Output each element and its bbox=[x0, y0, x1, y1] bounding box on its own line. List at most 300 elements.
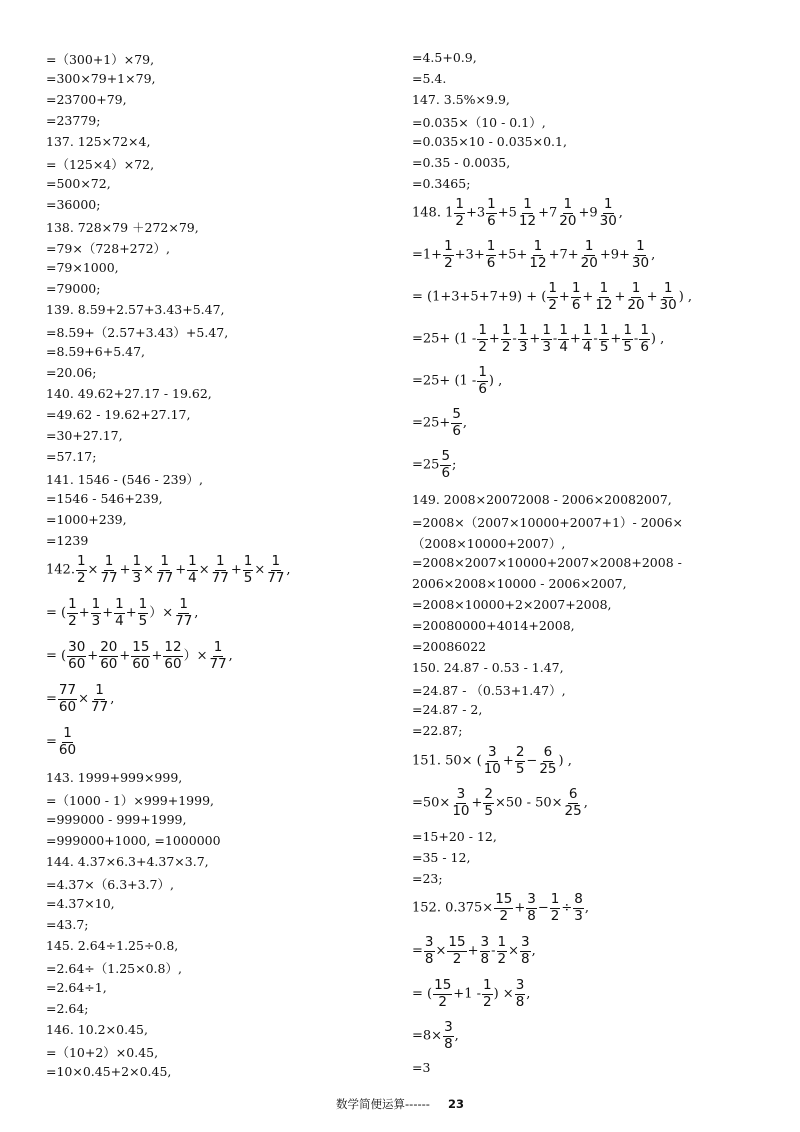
numerator: 1 bbox=[455, 196, 464, 212]
numerator: 1 bbox=[138, 596, 148, 612]
fraction bbox=[558, 198, 577, 228]
math-line: =4.5+0.9, bbox=[412, 50, 477, 65]
problem-heading: 149. 2008×20072008 - 2006×20082007, bbox=[412, 492, 672, 507]
math-line: =0.035×（10 - 0.1）, bbox=[412, 115, 546, 130]
math-line: =（10+2）×0.45, bbox=[46, 1045, 159, 1060]
math-line: =300×79+1×79, bbox=[46, 71, 156, 86]
fraction bbox=[482, 979, 493, 1009]
denominator: 6 bbox=[441, 464, 451, 481]
problem-heading: 139. 8.59+2.57+3.43+5.47, bbox=[46, 302, 225, 317]
denominator: 60 bbox=[68, 655, 86, 672]
expr-prefix: =1+ bbox=[412, 247, 443, 263]
operator: ）× bbox=[149, 605, 174, 621]
fraction-line bbox=[46, 684, 114, 714]
numerator: 1 bbox=[478, 364, 487, 380]
operator: , bbox=[194, 605, 199, 621]
math-line: =20080000+4014+2008, bbox=[412, 618, 575, 633]
problem-heading: 144. 4.37×6.3+4.37×3.7, bbox=[46, 854, 209, 869]
math-line: =79000; bbox=[46, 281, 101, 296]
numerator: 77 bbox=[58, 682, 77, 698]
fraction bbox=[515, 746, 526, 776]
numerator: 1 bbox=[599, 322, 609, 338]
denominator: 12 bbox=[595, 296, 613, 313]
denominator: 2 bbox=[497, 950, 507, 967]
problem-heading: 141. 1546 - (546 - 239）, bbox=[46, 472, 204, 487]
operator: + bbox=[569, 331, 581, 347]
operator: − bbox=[537, 900, 549, 916]
math-line: =15+20 - 12, bbox=[412, 829, 497, 844]
math-line: =30+27.17, bbox=[46, 428, 123, 443]
fraction bbox=[541, 324, 552, 354]
denominator: 5 bbox=[515, 760, 525, 777]
fraction bbox=[266, 555, 285, 585]
math-line: =（300+1）×79, bbox=[46, 52, 155, 67]
math-line: 2006×2008×10000 - 2006×2007, bbox=[412, 576, 627, 591]
fraction bbox=[599, 324, 610, 354]
operator: +5+ bbox=[497, 247, 528, 263]
expr-prefix: = ( bbox=[46, 605, 67, 621]
denominator: 3 bbox=[132, 569, 142, 586]
problem-heading: 143. 1999+999×999, bbox=[46, 770, 183, 785]
numerator: 1 bbox=[636, 238, 645, 254]
operator: + bbox=[119, 562, 131, 578]
denominator: 8 bbox=[444, 1035, 453, 1052]
math-line: =4.37×10, bbox=[46, 896, 115, 911]
math-line: =2008×（2007×10000+2007+1）- 2006× bbox=[412, 515, 684, 530]
math-line: =4.37×（6.3+3.7）, bbox=[46, 877, 174, 892]
numerator: 15 bbox=[448, 934, 466, 950]
fraction bbox=[187, 555, 198, 585]
operator: + bbox=[78, 605, 90, 621]
operator: , bbox=[462, 415, 468, 431]
numerator: 1 bbox=[213, 639, 223, 655]
fraction bbox=[174, 598, 193, 628]
denominator: 60 bbox=[100, 655, 118, 672]
fraction-line bbox=[412, 936, 536, 966]
expr-prefix: = ( bbox=[412, 986, 433, 1002]
operator: +7+ bbox=[548, 247, 579, 263]
numerator: 3 bbox=[527, 891, 536, 907]
expr-prefix: =25 bbox=[412, 457, 440, 473]
page-number: 23 bbox=[447, 1097, 464, 1111]
operator: × bbox=[143, 562, 155, 578]
denominator: 2 bbox=[483, 993, 492, 1010]
numerator: 1 bbox=[571, 280, 581, 296]
denominator: 4 bbox=[582, 338, 592, 355]
numerator: 6 bbox=[568, 786, 578, 802]
fraction bbox=[571, 282, 582, 312]
fraction bbox=[58, 684, 77, 714]
problem-heading: 137. 125×72×4, bbox=[46, 134, 151, 149]
fraction-line bbox=[46, 555, 291, 585]
math-line: =1239 bbox=[46, 533, 89, 548]
numerator: 3 bbox=[444, 1019, 453, 1035]
math-line: =10×0.45+2×0.45, bbox=[46, 1064, 172, 1079]
math-line: =23700+79, bbox=[46, 92, 127, 107]
denominator: 3 bbox=[542, 338, 551, 355]
denominator: 6 bbox=[478, 380, 487, 397]
fraction bbox=[211, 555, 230, 585]
fraction bbox=[208, 641, 227, 671]
operator: × bbox=[435, 943, 447, 959]
math-line: =2.64; bbox=[46, 1001, 89, 1016]
denominator: 6 bbox=[486, 254, 496, 271]
fraction bbox=[440, 450, 451, 480]
denominator: 20 bbox=[627, 296, 645, 313]
numerator: 1 bbox=[68, 596, 77, 612]
numerator: 1 bbox=[132, 553, 142, 569]
fraction bbox=[454, 198, 465, 228]
fraction bbox=[573, 893, 584, 923]
denominator: 77 bbox=[100, 569, 118, 586]
fraction bbox=[91, 598, 102, 628]
math-line: =35 - 12, bbox=[412, 850, 471, 865]
denominator: 2 bbox=[68, 612, 77, 629]
fraction bbox=[132, 555, 143, 585]
denominator: 10 bbox=[452, 802, 470, 819]
operator: × bbox=[254, 562, 266, 578]
expr-prefix: =8× bbox=[412, 1028, 443, 1044]
problem-heading: 138. 728×79 ＋272×79, bbox=[46, 220, 199, 235]
fraction-line bbox=[412, 893, 589, 923]
numerator: 3 bbox=[480, 934, 490, 950]
denominator: 30 bbox=[599, 212, 617, 229]
denominator: 5 bbox=[623, 338, 632, 355]
numerator: 3 bbox=[521, 934, 530, 950]
operator: , bbox=[618, 205, 623, 221]
denominator: 2 bbox=[455, 212, 464, 229]
denominator: 8 bbox=[480, 950, 490, 967]
denominator: 5 bbox=[599, 338, 609, 355]
fraction bbox=[67, 598, 78, 628]
math-line: =20086022 bbox=[412, 639, 487, 654]
numerator: 1 bbox=[63, 725, 72, 741]
numerator: 1 bbox=[115, 596, 124, 612]
operator: +7 bbox=[538, 205, 558, 221]
denominator: 6 bbox=[452, 422, 461, 439]
math-line: =（1000 - 1）×999+1999, bbox=[46, 793, 214, 808]
fraction bbox=[99, 555, 118, 585]
fraction bbox=[424, 936, 435, 966]
fraction bbox=[243, 555, 254, 585]
operator: +1 - bbox=[453, 986, 481, 1002]
numerator: 1 bbox=[179, 596, 188, 612]
expr-prefix: =25+ (1 - bbox=[412, 331, 477, 347]
numerator: 1 bbox=[640, 322, 649, 338]
operator: - bbox=[593, 331, 598, 347]
fraction-line bbox=[46, 641, 233, 671]
denominator: 77 bbox=[91, 698, 109, 715]
operator: ×50 - 50× bbox=[495, 795, 563, 811]
math-line: =999000+1000, =1000000 bbox=[46, 833, 221, 848]
fraction-line bbox=[412, 1021, 459, 1051]
operator: ÷ bbox=[561, 900, 573, 916]
numerator: 1 bbox=[663, 280, 673, 296]
denominator: 4 bbox=[115, 612, 124, 629]
operator: , bbox=[110, 691, 115, 707]
math-line: =20.06; bbox=[46, 365, 97, 380]
fraction bbox=[451, 408, 462, 438]
numerator: 1 bbox=[483, 977, 492, 993]
problem-heading: 147. 3.5%×9.9, bbox=[412, 92, 510, 107]
operator: - bbox=[512, 331, 517, 347]
fraction bbox=[622, 324, 633, 354]
fraction bbox=[477, 366, 488, 396]
numerator: 1 bbox=[548, 280, 557, 296]
operator: + bbox=[125, 605, 137, 621]
numerator: 1 bbox=[243, 553, 253, 569]
denominator: 25 bbox=[539, 760, 557, 777]
math-line: =2.64÷（1.25×0.8）, bbox=[46, 961, 182, 976]
operator: , bbox=[228, 648, 233, 664]
numerator: 1 bbox=[215, 553, 225, 569]
operator: + bbox=[467, 943, 479, 959]
numerator: 1 bbox=[542, 322, 551, 338]
numerator: 1 bbox=[559, 322, 568, 338]
operator: + bbox=[558, 289, 570, 305]
operator: + bbox=[102, 605, 114, 621]
fraction bbox=[558, 324, 569, 354]
denominator: 30 bbox=[659, 296, 677, 313]
operator: + bbox=[488, 331, 500, 347]
operator: × bbox=[508, 943, 519, 959]
fraction bbox=[114, 598, 125, 628]
fraction bbox=[582, 324, 593, 354]
fraction bbox=[515, 979, 526, 1009]
fraction bbox=[631, 240, 650, 270]
numerator: 15 bbox=[495, 891, 513, 907]
operator: , bbox=[531, 943, 536, 959]
fraction-line bbox=[412, 324, 664, 354]
denominator: 8 bbox=[515, 993, 525, 1010]
problem-heading: 146. 10.2×0.45, bbox=[46, 1022, 148, 1037]
fraction bbox=[580, 240, 599, 270]
numerator: 1 bbox=[95, 682, 104, 698]
denominator: 2 bbox=[444, 254, 453, 271]
operator: + bbox=[529, 331, 541, 347]
problem-heading: 150. 24.87 - 0.53 - 1.47, bbox=[412, 660, 564, 675]
numerator: 1 bbox=[497, 934, 507, 950]
fraction bbox=[547, 282, 558, 312]
fraction bbox=[538, 746, 557, 776]
fraction bbox=[99, 641, 118, 671]
denominator: 10 bbox=[483, 760, 501, 777]
math-line: =49.62 - 19.62+27.17, bbox=[46, 407, 191, 422]
fraction bbox=[659, 282, 678, 312]
math-line: =23779; bbox=[46, 113, 101, 128]
operator: − bbox=[526, 753, 538, 769]
operator: , bbox=[583, 795, 588, 811]
fraction bbox=[550, 893, 561, 923]
denominator: 25 bbox=[564, 802, 582, 819]
fraction bbox=[520, 936, 531, 966]
numerator: 1 bbox=[584, 238, 594, 254]
fraction bbox=[480, 936, 491, 966]
fraction bbox=[58, 727, 77, 757]
denominator: 60 bbox=[164, 655, 182, 672]
expr-prefix: = bbox=[46, 734, 57, 750]
problem-heading: 145. 2.64÷1.25÷0.8, bbox=[46, 938, 179, 953]
numerator: 20 bbox=[100, 639, 118, 655]
operator: +9+ bbox=[599, 247, 630, 263]
denominator: 77 bbox=[156, 569, 174, 586]
operator: +3 bbox=[465, 205, 486, 221]
expr-prefix: = ( bbox=[46, 648, 67, 664]
numerator: 1 bbox=[518, 322, 528, 338]
math-line: =8.59+6+5.47, bbox=[46, 344, 146, 359]
denominator: 3 bbox=[518, 338, 528, 355]
numerator: 2 bbox=[515, 744, 525, 760]
operator: +5 bbox=[497, 205, 517, 221]
operator: × bbox=[87, 562, 99, 578]
expr-prefix: = (1+3+5+7+9) + ( bbox=[412, 289, 547, 305]
expr-prefix: 152. 0.375× bbox=[412, 900, 494, 916]
fraction bbox=[155, 555, 174, 585]
fraction bbox=[131, 641, 150, 671]
math-line: =24.87 - 2, bbox=[412, 702, 483, 717]
denominator: 6 bbox=[571, 296, 581, 313]
fraction-line bbox=[46, 598, 198, 628]
operator: + bbox=[87, 648, 99, 664]
math-line: =22.87; bbox=[412, 723, 463, 738]
operator: , bbox=[526, 986, 531, 1002]
operator: + bbox=[614, 289, 626, 305]
page-footer bbox=[0, 1096, 800, 1112]
math-line: =36000; bbox=[46, 197, 101, 212]
operator: ) × bbox=[493, 986, 514, 1002]
operator: + bbox=[151, 648, 163, 664]
math-line: =23; bbox=[412, 871, 443, 886]
operator: - bbox=[633, 331, 639, 347]
denominator: 77 bbox=[267, 569, 285, 586]
numerator: 1 bbox=[603, 196, 613, 212]
math-line: （2008×10000+2007）, bbox=[412, 536, 566, 551]
operator: - bbox=[552, 331, 558, 347]
fraction bbox=[639, 324, 650, 354]
numerator: 1 bbox=[599, 280, 609, 296]
fraction bbox=[518, 198, 537, 228]
fraction-line bbox=[412, 408, 467, 438]
fraction bbox=[599, 198, 618, 228]
denominator: 8 bbox=[521, 950, 530, 967]
math-line: =999000 - 999+1999, bbox=[46, 812, 187, 827]
operator: + bbox=[610, 331, 622, 347]
math-line: =2008×10000+2×2007+2008, bbox=[412, 597, 612, 612]
numerator: 1 bbox=[533, 238, 543, 254]
denominator: 2 bbox=[76, 569, 86, 586]
denominator: 77 bbox=[211, 569, 229, 586]
operator: + bbox=[582, 289, 594, 305]
numerator: 1 bbox=[631, 280, 641, 296]
denominator: 5 bbox=[484, 802, 494, 819]
math-line: =57.17; bbox=[46, 449, 97, 464]
numerator: 1 bbox=[487, 196, 496, 212]
operator: ) , bbox=[488, 373, 503, 389]
denominator: 6 bbox=[487, 212, 496, 229]
denominator: 12 bbox=[518, 212, 537, 229]
operator: + bbox=[471, 795, 483, 811]
fraction-line bbox=[412, 282, 692, 312]
denominator: 2 bbox=[438, 993, 447, 1010]
fraction-line bbox=[412, 979, 530, 1009]
math-line: =（125×4）×72, bbox=[46, 157, 155, 172]
expr-prefix: 142. bbox=[46, 562, 75, 578]
numerator: 1 bbox=[486, 238, 496, 254]
fraction bbox=[443, 240, 454, 270]
denominator: 4 bbox=[188, 569, 197, 586]
fraction-line bbox=[46, 727, 78, 757]
fraction bbox=[486, 240, 497, 270]
fraction bbox=[483, 788, 494, 818]
numerator: 3 bbox=[456, 786, 466, 802]
denominator: 2 bbox=[501, 338, 511, 355]
numerator: 30 bbox=[68, 639, 86, 655]
numerator: 1 bbox=[563, 196, 573, 212]
operator: - bbox=[491, 943, 496, 959]
fraction bbox=[494, 893, 513, 923]
operator: + bbox=[230, 562, 242, 578]
denominator: 60 bbox=[58, 741, 77, 758]
math-line: =2.64÷1, bbox=[46, 980, 107, 995]
fraction bbox=[564, 788, 583, 818]
numerator: 1 bbox=[271, 553, 281, 569]
denominator: 60 bbox=[58, 698, 77, 715]
numerator: 1 bbox=[523, 196, 532, 212]
math-line: =43.7; bbox=[46, 917, 89, 932]
math-line: =500×72, bbox=[46, 176, 111, 191]
fraction bbox=[67, 641, 86, 671]
math-line: =5.4. bbox=[412, 71, 447, 86]
math-line: =0.035×10 - 0.035×0.1, bbox=[412, 134, 567, 149]
operator: + bbox=[119, 648, 131, 664]
fraction bbox=[483, 746, 502, 776]
fraction-line bbox=[412, 366, 502, 396]
fraction bbox=[501, 324, 512, 354]
operator: ) , bbox=[558, 753, 572, 769]
operator: ）× bbox=[183, 648, 208, 664]
operator: × bbox=[198, 562, 210, 578]
denominator: 3 bbox=[574, 907, 583, 924]
math-line: =79×（728+272）, bbox=[46, 241, 171, 256]
numerator: 3 bbox=[515, 977, 525, 993]
problem-heading: 140. 49.62+27.17 - 19.62, bbox=[46, 386, 212, 401]
expr-prefix: =50× bbox=[412, 795, 451, 811]
denominator: 2 bbox=[478, 338, 487, 355]
numerator: 8 bbox=[574, 891, 583, 907]
denominator: 20 bbox=[559, 212, 577, 229]
operator: ) , bbox=[650, 331, 665, 347]
numerator: 1 bbox=[91, 596, 101, 612]
denominator: 2 bbox=[499, 907, 509, 924]
fraction-line bbox=[412, 450, 456, 480]
denominator: 4 bbox=[559, 338, 568, 355]
math-line: =2008×2007×10000+2007×2008+2008 - bbox=[412, 555, 682, 570]
operator: , bbox=[651, 247, 656, 263]
numerator: 1 bbox=[582, 322, 592, 338]
operator: + bbox=[514, 900, 526, 916]
numerator: 1 bbox=[76, 553, 86, 569]
expr-prefix: = bbox=[46, 691, 57, 707]
math-line: =24.87 - （0.53+1.47）, bbox=[412, 683, 566, 698]
numerator: 3 bbox=[488, 744, 497, 760]
denominator: 77 bbox=[209, 655, 227, 672]
math-line: =0.3465; bbox=[412, 176, 471, 191]
numerator: 5 bbox=[441, 448, 451, 464]
fraction bbox=[138, 598, 149, 628]
operator: +9 bbox=[578, 205, 598, 221]
fraction bbox=[518, 324, 529, 354]
math-line: =1546 - 546+239, bbox=[46, 491, 163, 506]
